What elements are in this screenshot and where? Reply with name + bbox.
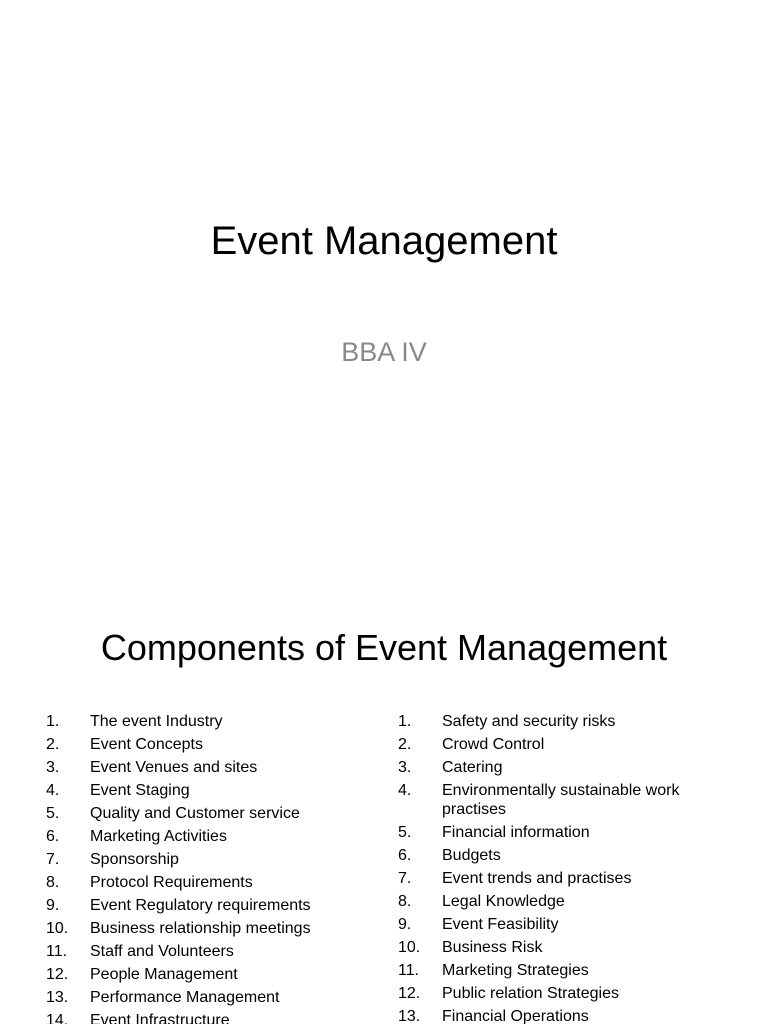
list-item-text: Marketing Strategies (442, 962, 589, 979)
list-item (398, 936, 738, 959)
slide-title: Event Management (210, 219, 558, 263)
list-item (46, 756, 376, 779)
list-item-text: Event Venues and sites (90, 759, 258, 776)
list-item-number: 13. (398, 1008, 421, 1024)
list-item (398, 844, 738, 867)
list-item-text: Quality and Customer service (90, 805, 300, 822)
list-item-text: Staff and Volunteers (90, 943, 234, 960)
list-item-number: 8. (398, 893, 412, 910)
list-item (398, 821, 738, 844)
list-item-number: 11. (46, 943, 68, 960)
list-item-text: Event Concepts (90, 736, 203, 753)
list-item-number: 7. (46, 851, 60, 868)
list-item-number: 5. (46, 805, 60, 822)
list-item-number: 3. (46, 759, 60, 776)
list-item-number: 10. (398, 939, 421, 956)
list-item-text: Event Regulatory requirements (90, 897, 311, 914)
list-item-number: 1. (398, 713, 412, 730)
list-item (46, 802, 376, 825)
list-item-text: Sponsorship (90, 851, 179, 868)
list-item (398, 779, 738, 821)
list-item (398, 890, 738, 913)
list-item-number: 12. (46, 966, 69, 983)
list-item-text: Event Infrastructure (90, 1012, 230, 1024)
list-item-number: 8. (46, 874, 60, 891)
list-item-number: 1. (46, 713, 60, 730)
list-item (46, 779, 376, 802)
list-item-number: 3. (398, 759, 412, 776)
list-item-number: 4. (398, 782, 412, 799)
list-item-text: Event Staging (90, 782, 190, 799)
list-item-number: 6. (46, 828, 60, 845)
list-item-number: 10. (46, 920, 69, 937)
list-item (46, 1009, 376, 1024)
list-item (398, 710, 738, 733)
list-item-number: 2. (46, 736, 60, 753)
list-item-text: Catering (442, 759, 503, 776)
left-component-list (46, 710, 376, 1024)
list-item-text: The event Industry (90, 713, 223, 730)
list-item-text: Protocol Requirements (90, 874, 253, 891)
list-item-text: Financial information (442, 824, 590, 841)
components-slide (0, 580, 768, 1024)
list-item-text: Public relation Strategies (442, 985, 619, 1002)
list-item-number: 4. (46, 782, 60, 799)
list-item-text: Business relationship meetings (90, 920, 311, 937)
list-item-number: 6. (398, 847, 412, 864)
list-item-number: 11. (398, 962, 420, 979)
list-item (46, 825, 376, 848)
list-item-number: 9. (398, 916, 412, 933)
list-item-number: 14. (46, 1012, 69, 1024)
list-item (398, 733, 738, 756)
list-item-text: People Management (90, 966, 238, 983)
slide-subtitle: BBA IV (341, 337, 427, 367)
list-item (398, 867, 738, 890)
list-item-text: Event trends and practises (442, 870, 632, 887)
list-item-number: 9. (46, 897, 60, 914)
list-item-text: Financial Operations (442, 1008, 589, 1024)
list-item-text: Business Risk (442, 939, 543, 956)
right-component-list (398, 710, 738, 1024)
list-item-text: Crowd Control (442, 736, 545, 753)
list-item (398, 913, 738, 936)
list-item-text: Environmentally sustainable work practises (442, 782, 680, 818)
list-item-number: 12. (398, 985, 421, 1002)
list-item-number: 13. (46, 989, 69, 1006)
list-item-number: 5. (398, 824, 412, 841)
list-item (398, 959, 738, 982)
list-item (46, 871, 376, 894)
list-item (398, 982, 738, 1005)
list-item (398, 1005, 738, 1024)
list-item (46, 710, 376, 733)
list-item (46, 917, 376, 940)
list-item-text: Budgets (442, 847, 501, 864)
list-item-text: Performance Management (90, 989, 280, 1006)
list-item (46, 963, 376, 986)
slide-title: Components of Event Management (100, 627, 668, 668)
list-item-number: 2. (398, 736, 412, 753)
list-item (46, 894, 376, 917)
list-item (46, 848, 376, 871)
list-item-text: Marketing Activities (90, 828, 227, 845)
list-item-text: Legal Knowledge (442, 893, 565, 910)
list-item-text: Safety and security risks (442, 713, 616, 730)
list-item (46, 733, 376, 756)
list-item-text: Event Feasibility (442, 916, 559, 933)
list-item-number: 7. (398, 870, 412, 887)
list-item (46, 986, 376, 1009)
list-item (46, 940, 376, 963)
list-item (398, 756, 738, 779)
